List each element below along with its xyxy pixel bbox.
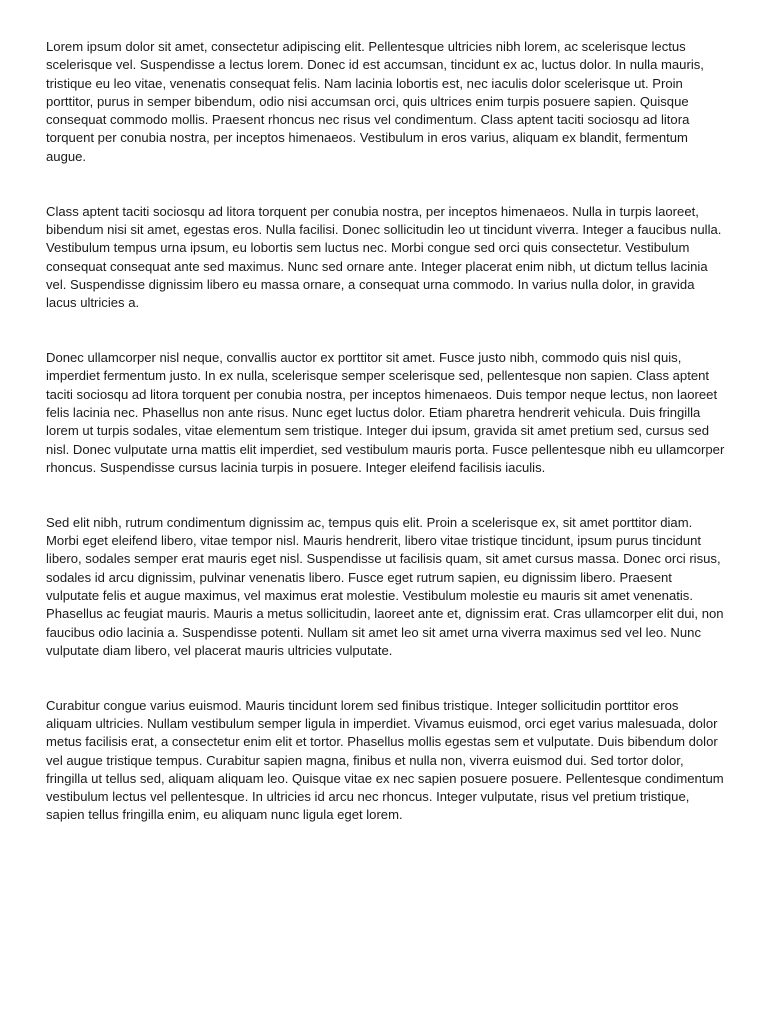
paragraph-1: Lorem ipsum dolor sit amet, consectetur adipiscing elit. Pellentesque ultricies nibh lorem, ac scelerisque lectus scelerisque vel. Suspendisse a lectus lorem. Donec id est accumsan, tincidunt ex ac, luctus dolor. In nulla mauris, tristique eu leo vitae, venenatis consequat felis. Nam lacinia lobortis est, nec iaculis dolor scelerisque ut. Proin porttitor, purus in semper bibendum, odio nisi accumsan orci, quis ultrices enim turpis posuere sapien. Quisque consequat commodo mollis. Praesent rhoncus nec risus vel condimentum. Class aptent taciti sociosqu ad litora torquent per conubia nostra, per inceptos himenaeos. Vestibulum in eros varius, aliquam ex blandit, fermentum augue. <box>46 39 704 164</box>
paragraph-4: Sed elit nibh, rutrum condimentum dignissim ac, tempus quis elit. Proin a scelerisque ex, sit amet porttitor diam. Morbi eget eleifend libero, vitae tempor nisl. Mauris hendrerit, libero vitae tristique tincidunt, ipsum purus tincidunt libero, sodales semper erat mauris eget nisl. Suspendisse ut facilisis quam, sit amet cursus massa. Donec orci risus, sodales id arcu dignissim, pulvinar venenatis libero. Fusce eget rutrum sapien, eu dignissim libero. Praesent vulputate felis et augue maximus, vel maximus erat molestie. Vestibulum molestie eu mauris sit amet venenatis. Phasellus ac feugiat mauris. Mauris a metus sollicitudin, laoreet ante et, dignissim erat. Cras ullamcorper elit dui, non faucibus odio lacinia a. Suspendisse potenti. Nullam sit amet leo sit amet urna viverra maximus sed vel leo. Nunc vulputate diam libero, vel placerat mauris ultricies vulputate. <box>46 514 724 658</box>
paragraph-3: Donec ullamcorper nisl neque, convallis auctor ex porttitor sit amet. Fusce justo nibh, commodo quis nisl quis, imperdiet fermentum justo. In ex nulla, scelerisque semper scelerisque sed, pellentesque non sapien. Class aptent taciti sociosqu ad litora torquent per conubia nostra, per inceptos himenaeos. Duis tempor neque lectus, non laoreet felis lacinia nec. Phasellus non ante risus. Nunc eget luctus dolor. Etiam pharetra hendrerit vehicula. Duis fringilla lorem ut turpis sodales, vitae elementum sem tristique. Integer dui ipsum, gravida sit amet pretium sed, cursus sed nisl. Donec vulputate urna mattis elit imperdiet, sed vestibulum mauris porta. Fusce pellentesque nibh eu ullamcorper rhoncus. Suspendisse cursus lacinia turpis in posuere. Integer eleifend facilisis iaculis. <box>46 350 725 475</box>
paragraph-5: Curabitur congue varius euismod. Mauris tincidunt lorem sed finibus tristique. Integer sollicitudin porttitor eros aliquam ultricies. Nullam vestibulum semper ligula in imperdiet. Vivamus euismod, orci eget varius malesuada, dolor metus facilisis erat, a consectetur enim elit et tortor. Phasellus mollis egestas sem et vulputate. Duis bibendum dolor vel augue tristique tempus. Curabitur sapien magna, finibus et nulla non, viverra euismod dui. Sed tortor dolor, fringilla ut tellus sed, aliquam aliquam leo. Quisque vitae ex nec sapien posuere posuere. Pellentesque condimentum vestibulum lectus vel pellentesque. In ultricies id arcu nec rhoncus. Integer vulputate, risus vel pretium tristique, sapien tellus fringilla enim, eu aliquam nunc ligula eget lorem. <box>46 697 724 823</box>
paragraph-2: Class aptent taciti sociosqu ad litora torquent per conubia nostra, per inceptos himenaeos. Nulla in turpis laoreet, bibendum nisi sit amet, egestas eros. Nulla facilisi. Donec sollicitudin leo ut tincidunt viverra. Integer a faucibus nulla. Vestibulum tempus urna ipsum, eu lobortis sem luctus nec. Morbi congue sed orci quis consectetur. Vestibulum consequat consequat ante sed maximus. Nunc sed ornare ante. Integer placerat enim nibh, ut dictum tellus lacinia vel. Suspendisse dignissim libero eu massa ornare, a consequat urna commodo. In varius nulla dolor, in gravida lacus ultricies a. <box>46 203 722 311</box>
document-body <box>46 38 726 825</box>
